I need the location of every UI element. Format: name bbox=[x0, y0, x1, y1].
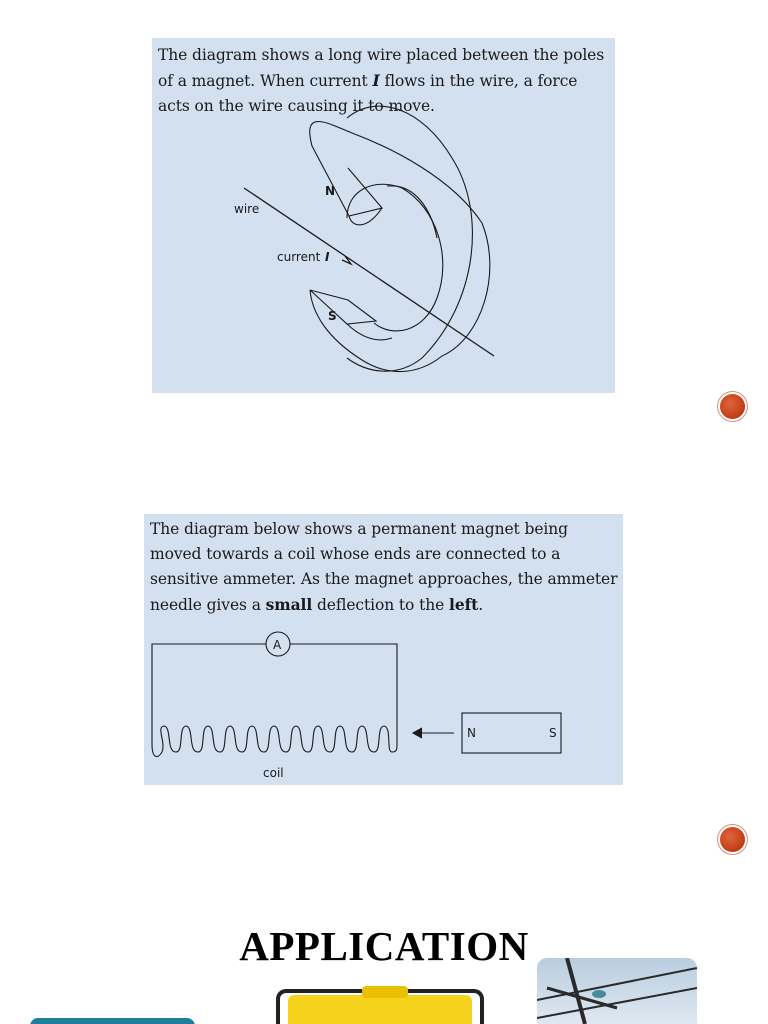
application-heading: APPLICATION bbox=[239, 923, 529, 969]
desc-part: . bbox=[478, 596, 484, 614]
slide-bullet bbox=[720, 394, 745, 419]
north-pole-label: N bbox=[325, 184, 336, 198]
desc-part: flows in the wire, a force acts on the wire causing it to move. bbox=[158, 72, 578, 115]
south-pole-label: S bbox=[328, 309, 337, 323]
bar-magnet bbox=[462, 713, 561, 753]
power-line-drawing bbox=[537, 958, 697, 1024]
magnet-north-label: N bbox=[467, 726, 476, 740]
current-symbol: I bbox=[372, 71, 380, 90]
current-symbol-label: I bbox=[325, 250, 330, 264]
wire-line bbox=[244, 188, 494, 356]
motor-effect-panel bbox=[152, 38, 615, 393]
generator-image bbox=[272, 983, 488, 1024]
magnet-inner-curve bbox=[347, 184, 443, 331]
current-label: current bbox=[277, 250, 321, 264]
emphasis-small: small bbox=[265, 595, 313, 614]
north-pole-face bbox=[312, 146, 382, 216]
magnet-south-label: S bbox=[549, 726, 557, 740]
desc-part: The diagram shows a long wire placed between the poles of a magnet. When current bbox=[158, 46, 605, 90]
magnet-outer-back bbox=[310, 121, 490, 356]
south-pole-face bbox=[310, 290, 376, 324]
desc-part: deflection to the bbox=[312, 596, 450, 614]
magnet-inner-curve-2 bbox=[387, 186, 437, 238]
magnet-wire-diagram bbox=[152, 38, 615, 393]
power-tool-image bbox=[30, 1014, 195, 1024]
ammeter-label: A bbox=[273, 638, 282, 652]
slide-bullet bbox=[720, 827, 745, 852]
magnet-outer-front bbox=[347, 106, 472, 371]
desc-part: The diagram below shows a permanent magnet being moved towards a coil whose ends are connected to a sensitive ammeter. As the magnet approaches, the ammeter needle gives a bbox=[150, 520, 618, 614]
power-line-image bbox=[537, 958, 697, 1024]
coil-loops bbox=[152, 726, 397, 757]
coil-label: coil bbox=[263, 766, 284, 780]
induction-panel bbox=[144, 514, 623, 785]
current-arrow bbox=[342, 256, 351, 264]
emphasis-left: left bbox=[449, 595, 479, 614]
coil-ammeter-diagram bbox=[144, 514, 623, 785]
wire-label: wire bbox=[234, 202, 260, 216]
